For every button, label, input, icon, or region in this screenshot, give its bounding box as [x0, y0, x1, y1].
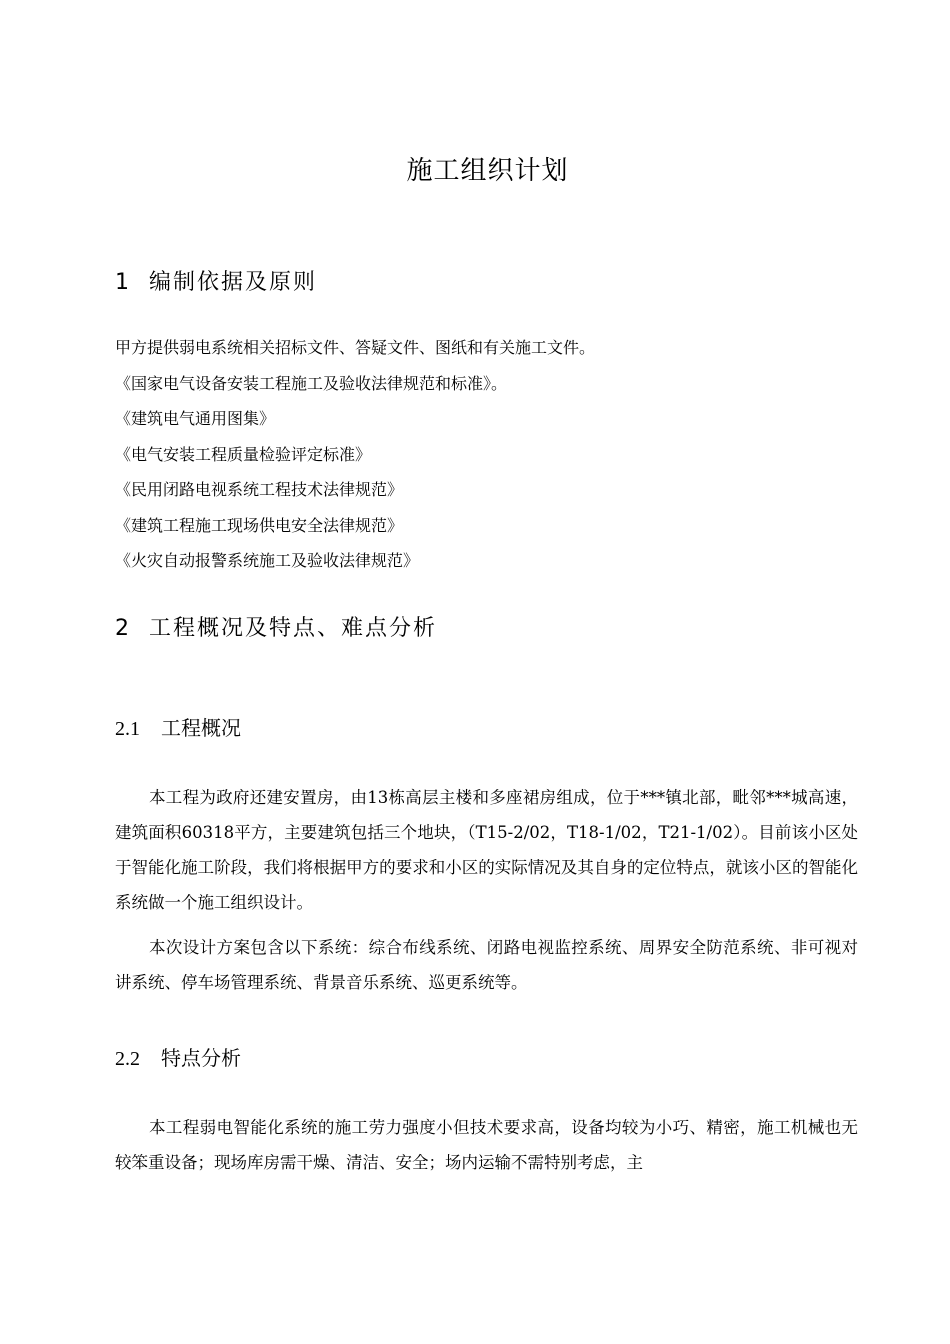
section-2-1-heading [115, 712, 241, 741]
section-2-2-heading [115, 1042, 241, 1071]
section-2-title: 工程概况及特点、难点分析 [149, 616, 438, 641]
reference-item: 《建筑电气通用图集》 [115, 409, 276, 428]
section-1-title: 编制依据及原则 [149, 270, 318, 295]
overview-paragraph: 本工程为政府还建安置房，由13栋高层主楼和多座裙房组成，位于***镇北部，毗邻***城高速，建筑面积60318平方，主要建筑包括三个地块，（T15-2/02，T18-1/02，T21-1/02）。目前该小区处于智能化施工阶段，我们将根据甲方的要求和小区的实际情况及其自身的定位特点，就该小区的智能化系统做一个施工组织设计。 [115, 788, 858, 912]
features-paragraph: 本工程弱电智能化系统的施工劳力强度小但技术要求高，设备均较为小巧、精密，施工机械也无较笨重设备；现场库房需干燥、清洁、安全；场内运输不需特别考虑，主 [115, 1118, 858, 1172]
section-2-2-number: 2.2 [115, 1048, 140, 1070]
section-2-heading [115, 611, 437, 642]
section-1-heading [115, 265, 317, 296]
reference-item: 甲方提供弱电系统相关招标文件、答疑文件、图纸和有关施工文件。 [115, 338, 596, 357]
section-2-number: 2 [115, 616, 131, 641]
reference-list [115, 336, 595, 585]
reference-item: 《国家电气设备安装工程施工及验收法律规范和标准》。 [115, 373, 508, 393]
section-2-1-title: 工程概况 [161, 716, 241, 740]
reference-item: 《电气安装工程质量检验评定标准》 [115, 444, 372, 464]
systems-paragraph: 本次设计方案包含以下系统：综合布线系统、闭路电视监控系统、周界安全防范系统、非可视对讲系统、停车场管理系统、背景音乐系统、巡更系统等。 [115, 938, 858, 992]
section-2-1-number: 2.1 [115, 718, 140, 740]
reference-item: 《火灾自动报警系统施工及验收法律规范》 [115, 551, 420, 570]
document-title: 施工组织计划 [406, 156, 569, 186]
section-1-number: 1 [115, 270, 131, 295]
reference-item: 《民用闭路电视系统工程技术法律规范》 [115, 480, 404, 499]
section-2-2-title: 特点分析 [161, 1046, 241, 1070]
reference-item: 《建筑工程施工现场供电安全法律规范》 [115, 515, 404, 535]
